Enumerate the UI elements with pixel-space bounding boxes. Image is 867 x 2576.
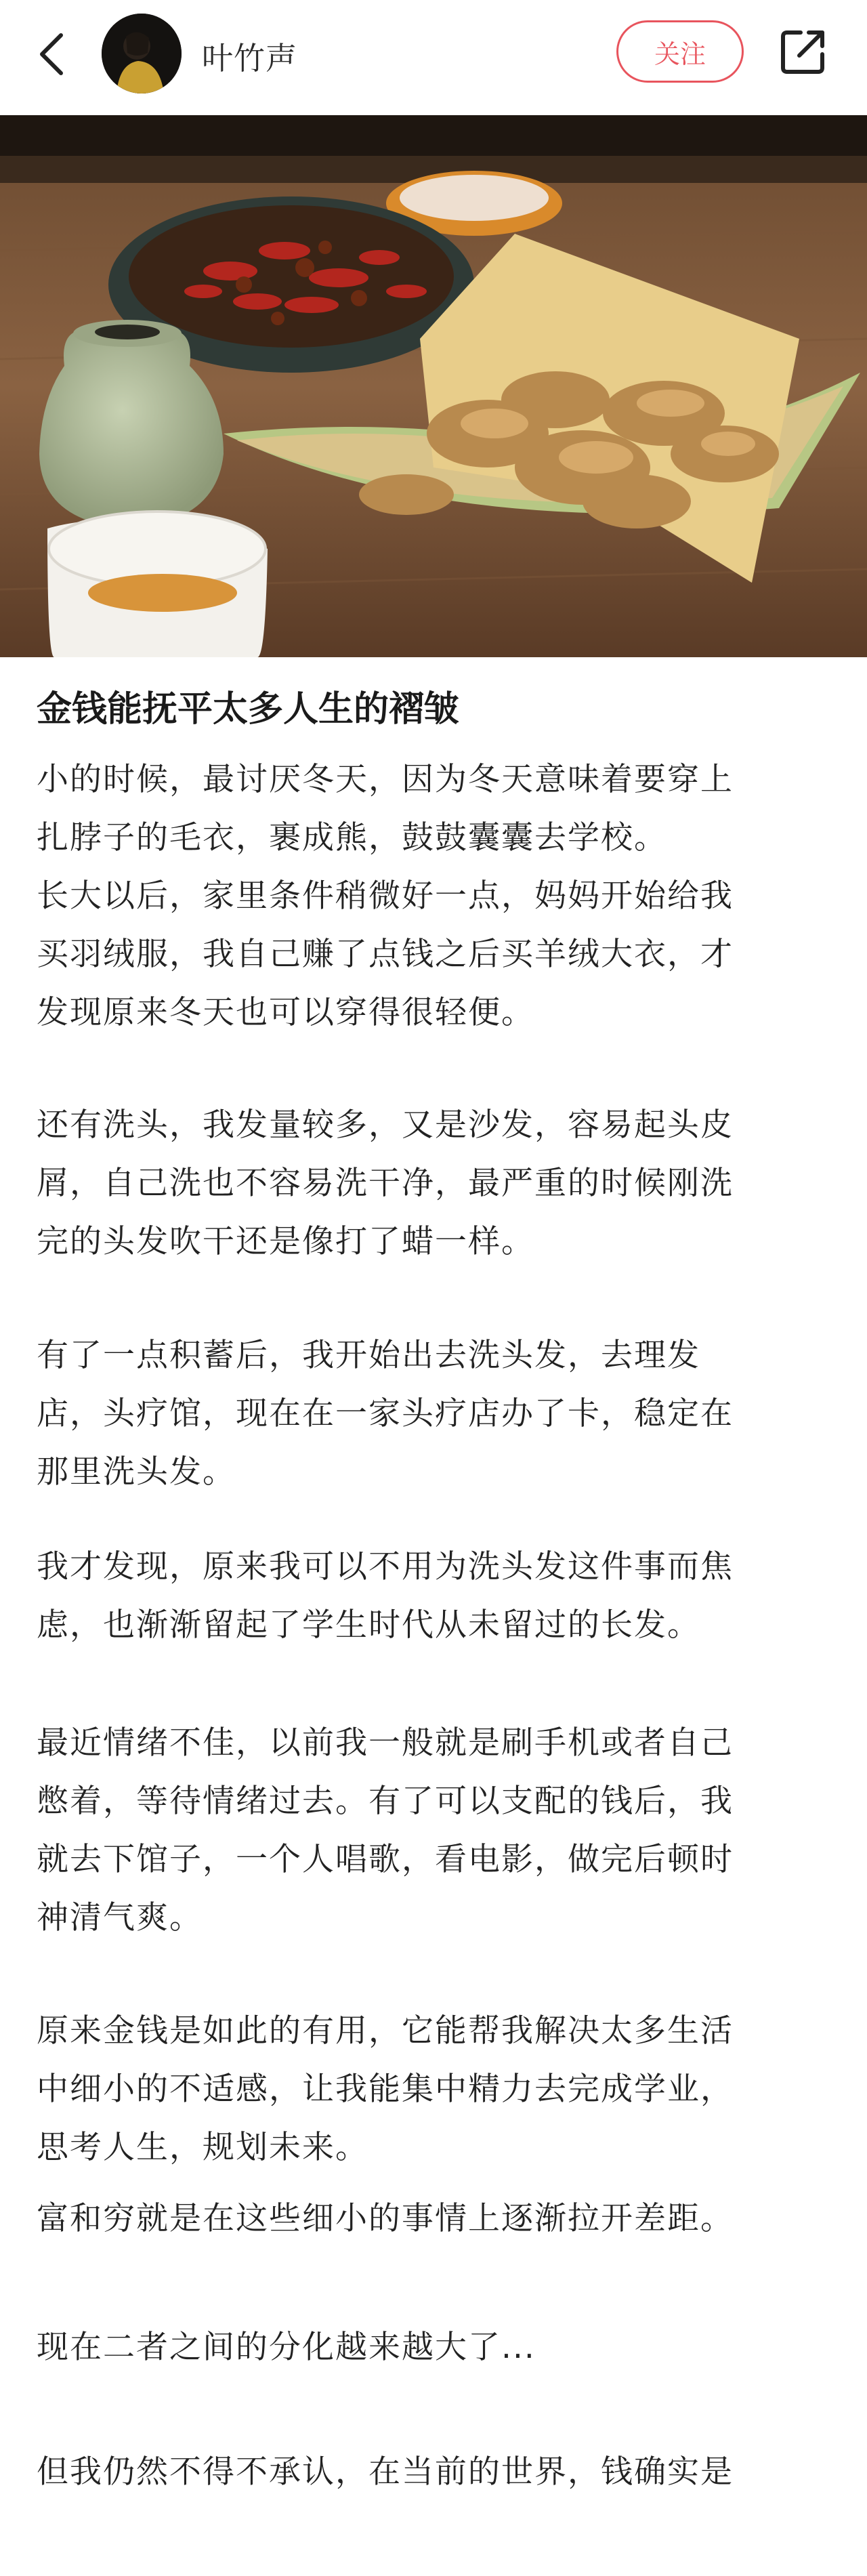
paragraph-line: 但我仍然不得不承认，在当前的世界，钱确实是 [37,2453,734,2491]
article-paragraph [37,1538,829,1655]
paragraph-line: 买羽绒服，我自己赚了点钱之后买羊绒大衣，才 [37,936,734,973]
post-photo[interactable] [0,115,867,657]
paragraph-line: 现在二者之间的分化越来越大了... [37,2329,536,2366]
username[interactable]: 叶竹声 [202,40,297,77]
follow-button[interactable]: 关注 [616,20,744,83]
paragraph-line: 那里洗头发。 [37,1453,236,1491]
paragraph-line: 扎脖子的毛衣，裹成熊，鼓鼓囊囊去学校。 [37,819,667,856]
paragraph-line: 富和穷就是在这些细小的事情上逐渐拉开差距。 [37,2200,734,2237]
article-paragraph [37,1327,829,1501]
article-paragraph [37,751,829,1042]
back-button[interactable] [33,27,76,81]
paragraph-line: 我才发现，原来我可以不用为洗头发这件事而焦 [37,1548,734,1585]
paragraph-line: 最近情绪不佳，以前我一般就是刷手机或者自己 [37,1724,734,1762]
article-paragraph [37,2443,829,2501]
article-title: 金钱能抚平太多人生的褶皱 [37,689,460,730]
article-paragraph [37,2002,829,2177]
paragraph-line: 有了一点积蓄后，我开始出去洗头发，去理发 [37,1337,700,1374]
paragraph-line: 原来金钱是如此的有用，它能帮我解决太多生活 [37,2012,734,2050]
paragraph-line: 还有洗头，我发量较多，又是沙发，容易起头皮 [37,1106,734,1144]
paragraph-line: 长大以后，家里条件稍微好一点，妈妈开始给我 [37,877,734,915]
article-paragraph [37,2319,829,2377]
article-paragraph [37,1714,829,1947]
paragraph-line: 憋着，等待情绪过去。有了可以支配的钱后，我 [37,1783,734,1820]
share-button[interactable] [778,26,829,77]
food-photo-illustration [0,115,867,657]
paragraph-line: 完的头发吹干还是像打了蜡一样。 [37,1223,534,1260]
paragraph-line: 神清气爽。 [37,1899,203,1936]
paragraph-line: 发现原来冬天也可以穿得很轻便。 [37,994,534,1031]
paragraph-line: 屑，自己洗也不容易洗干净，最严重的时候刚洗 [37,1165,734,1202]
top-bar [0,0,867,115]
paragraph-line: 小的时候，最讨厌冬天，因为冬天意味着要穿上 [37,761,734,798]
paragraph-line: 就去下馆子，一个人唱歌，看电影，做完后顿时 [37,1841,734,1878]
paragraph-line: 思考人生，规划未来。 [37,2129,368,2166]
back-arrow-icon [33,27,76,81]
avatar[interactable] [102,14,182,94]
share-icon [778,26,829,77]
article-paragraph [37,2190,829,2248]
paragraph-line: 店，头疗馆，现在在一家头疗店办了卡，稳定在 [37,1395,734,1432]
paragraph-line: 虑，也渐渐留起了学生时代从未留过的长发。 [37,1606,700,1644]
article-paragraph [37,1096,829,1271]
paragraph-line: 中细小的不适感，让我能集中精力去完成学业， [37,2071,734,2108]
